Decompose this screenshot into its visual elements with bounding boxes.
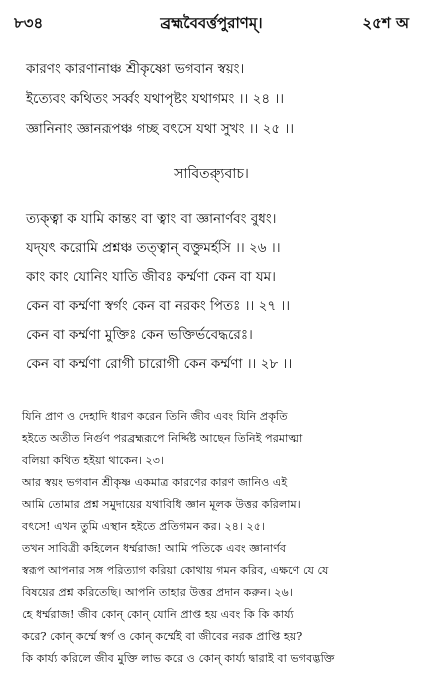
book-title: ব্রহ্মবৈবর্ত্তপুরাণম্‌। <box>160 14 263 32</box>
prose-line: বলিয়া কথিত হইয়া থাকেন। ২৩। <box>22 454 165 467</box>
prose-line: আর স্বয়ং ভগবান শ্রীকৃষ্ণ একমাত্র কারণের কারণ জানিও এই <box>22 476 288 489</box>
chapter-label: ২৫শ অ <box>362 14 409 32</box>
verse-line: কেন বা কর্ম্মণা রোগী চারোগী কেন কর্ম্মণা ।। ২৮ ।। <box>26 356 293 372</box>
prose-line: হইতে অতীত নির্গুণ পরব্রহ্মরূপে নির্দ্দিষ্ট আছেন তিনিই পরমাত্মা <box>22 432 303 445</box>
verse-line: যদ্‌যৎ করোমি প্রশ্নঞ্চ তত্ত্বান্‌ বক্তুমর্হসি ।। ২৬ ।। <box>26 240 281 256</box>
verse-line: ইত্যেবং কথিতং সর্ব্বং যথাপৃষ্টং যথাগমং ।। ২৪ ।। <box>26 91 285 107</box>
prose-line: করে? কোন্‌ কর্ম্মে স্বর্গ ও কোন্‌ কর্ম্মেই বা জীবের নরক প্রাপ্তি হয়? <box>22 630 303 643</box>
prose-paragraph <box>22 472 410 538</box>
prose-paragraph <box>22 406 410 472</box>
prose-line: কি কার্য্য করিলে জীব মুক্তি লাভ করে ও কোন্‌ কার্য্য দ্বারাই বা ভগবদ্ভক্তি <box>22 652 335 665</box>
page-number: ৮৩৪ <box>14 14 44 32</box>
verse-line: কাং কাং যোনিং যাতি জীবঃ কর্ম্মণা কেন বা যম। <box>26 269 276 285</box>
prose-line: যিনি প্রাণ ও দেহাদি ধারণ করেন তিনি জীব এবং যিনি প্রকৃতি <box>22 410 288 423</box>
prose-line: বিষয়ের প্রশ্ন করিতেছি। আপনি তাহার উত্তর প্রদান করুন। ২৬। <box>22 586 293 599</box>
section-heading: সাবিত্র্যুবাচ। <box>174 166 249 182</box>
prose-paragraph <box>22 604 410 670</box>
verse-line: কেন বা কর্ম্মণা মুক্তিঃ কেন ভক্তির্ভবেদ্ধরেঃ। <box>26 327 253 343</box>
prose-line: স্বরূপ আপনার সঙ্গ পরিত্যাগ করিয়া কোথায় গমন করিব, এক্ষণে যে যে <box>22 564 329 577</box>
page-header <box>14 12 409 36</box>
verse-line: জ্ঞানিনাং জ্ঞানরূপঞ্চ গচ্ছ বৎসে যথা সুখং ।। ২৫ ।। <box>26 121 295 137</box>
verse-line: ত্যক্ত্বা ক যামি কান্তং বা ত্বাং বা জ্ঞানার্ণবং বুধং। <box>26 211 277 227</box>
prose-line: হে ধর্ম্মরাজ! জীব কোন্‌ কোন্‌ যোনি প্রাপ্ত হয় এবং কি কি কার্য্য <box>22 608 294 621</box>
prose-line: আমি তোমার প্রশ্ন সমুদায়ের যথাবিধি জ্ঞান মূলক উত্তর করিলাম। <box>22 498 301 511</box>
prose-paragraph <box>22 538 410 604</box>
verse-line: কেন বা কর্ম্মণা স্বর্গং কেন বা নরকং পিতঃ ।। ২৭ ।। <box>26 298 291 314</box>
prose-line: বৎসে! এখন তুমি এস্থান হইতে প্রতিগমন কর। ২৪। ২৫। <box>22 520 266 533</box>
prose-line: তখন সাবিত্রী কহিলেন ধর্ম্মরাজ! আমি পতিকে এবং জ্ঞানার্ণব <box>22 542 287 555</box>
verse-line: কারণং কারণানাঞ্চ শ্রীকৃষ্ণো ভগবান স্বয়ং। <box>26 61 245 77</box>
